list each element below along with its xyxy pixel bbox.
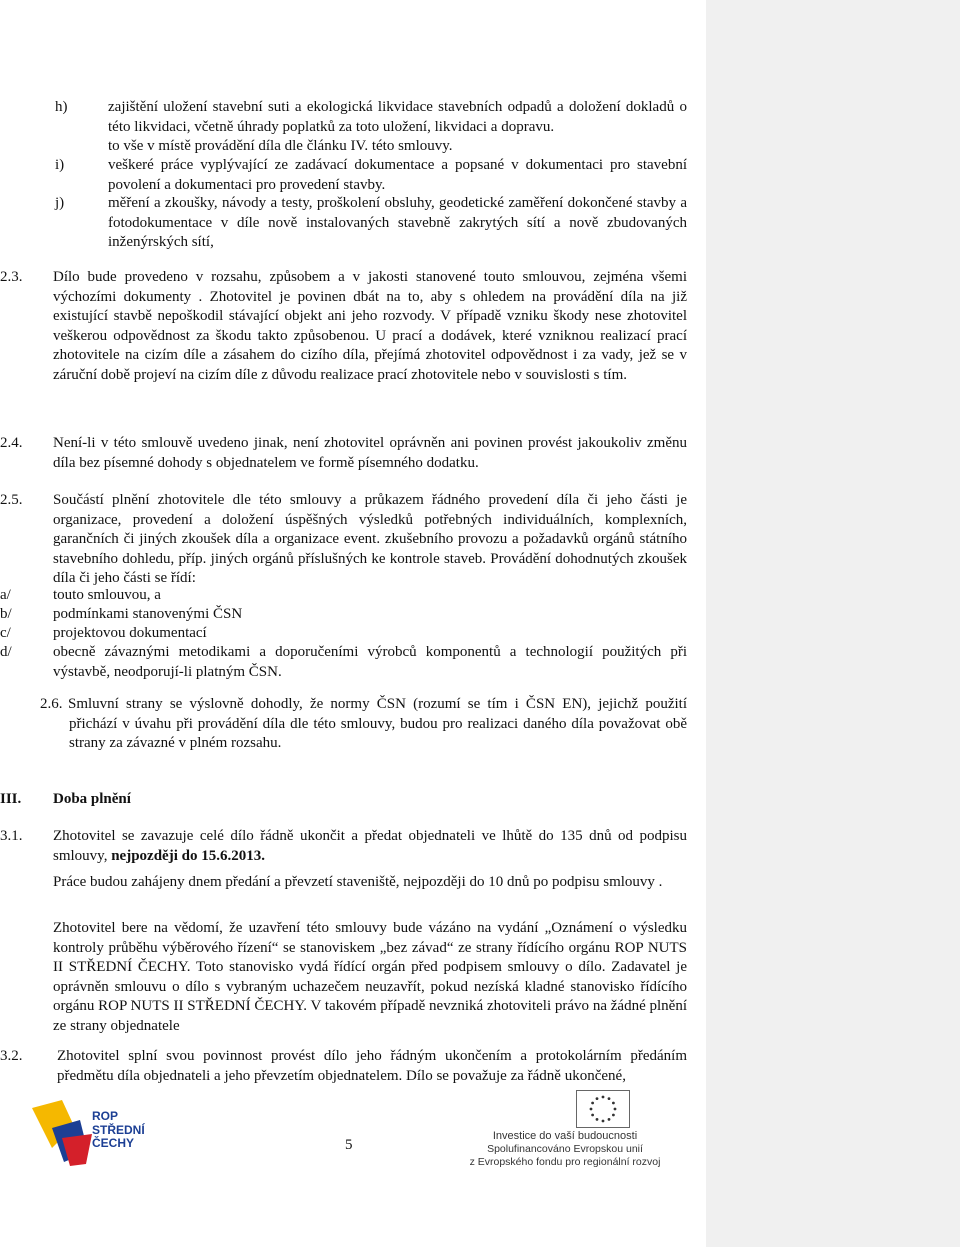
eu-caption-line-1: Investice do vaší budoucnosti (492, 1130, 638, 1142)
section-3-1-notice: Zhotovitel bere na vědomí, že uzavření této smlouvy bude vázáno na vydání „Oznámení o výsledku kontroly průběhu výběrového řízení“ se stanoviskem „bez závad“ ze strany řídícího orgánu ROP NUTS II STŘEDNÍ ČECHY. Toto stanovisko vydá řídící orgán před podpisem smlouvy o dílo. Zadavatel je oprávněn smlouvu o dílo s vybraným uchazečem neuzavřít, pokud nezíská kladné stanovisko řídícího orgánu ROP NUTS II STŘEDNÍ ČECHY. V takovém případě nevzniká zhotoviteli právo na žádné plnění ze strany objednatele (53, 920, 687, 1034)
list-item-c: projektovou dokumentací (53, 625, 207, 641)
section-2-3-text: Dílo bude provedeno v rozsahu, způsobem a v jakosti stanovené touto smlouvou, zejména všemi výchozími dokumenty . Zhotovitel je povinen dbát na to, aby s ohledem na provádění díla na již existující stavbě nepoškodil stávající objekt ani jeho rozvody. V případě vzniku škody nese zhotovitel veškerou odpovědnost za škodu takto způsobenou. U prací a dodávek, které vzniknou realizací prací zhotovitele na cizím díle a zásahem do cizího díla, přejímá zhotovitel odpovědnost i za vady, jež se v záruční době projeví na cizím díle z důvodu realizace prací zhotovitele nebo v souvislosti s tím. (53, 269, 687, 383)
section-2-6-text: Smluvní strany se výslovně dohodly, že normy ČSN (rozumí se tím i ČSN EN), jejichž použití přichází v úvahu při provádění díla dle této smlouvy, budou pro realizaci daného díla považovat obě strany za závazné v plném rozsahu. (68, 696, 687, 751)
rop-logo-red-shape (62, 1134, 92, 1166)
section-number-3-1: 3.1. (0, 828, 23, 844)
eu-flag-icon (576, 1090, 630, 1128)
eu-funding-caption (450, 1130, 680, 1169)
list-label-b: b/ (0, 606, 12, 622)
list-item-a: touto smlouvou, a (53, 587, 161, 603)
list-item-j: měření a zkoušky, návody a testy, proškolení obsluhy, geodetické zaměření dokončené stavby a fotodokumentace v díle nově instalovaných stavebně zakrytých sítí a nově zbudovaných inženýrských sítí, (108, 195, 687, 250)
list-label-j: j) (55, 195, 65, 211)
gray-margin-sidebar (706, 0, 960, 1247)
section-III-title: Doba plnění (53, 791, 131, 807)
section-number-3-2: 3.2. (0, 1048, 23, 1064)
eu-caption-line-2: Spolufinancováno Evropskou unií (487, 1143, 643, 1155)
section-2-5-text: Součástí plnění zhotovitele dle této smlouvy a průkazem řádného provedení díla či jeho části je organizace, provedení a doložení úspěšných výsledků potřebných individuálních, komplexních, garančních či jiných zkoušek díla a organizace event. zkušebního provozu a požadavků orgánů státního stavebního dohledu, příp. jiných orgánů příslušných ke kontrole staveb. Provádění dohodnutých zkoušek díla či jeho části se řídí: (53, 492, 687, 586)
list-label-h: h) (55, 99, 68, 115)
section-number-2-5: 2.5. (0, 492, 23, 508)
section-number-2-6: 2.6. (40, 696, 63, 712)
section-III-number: III. (0, 791, 22, 807)
section-3-1-start-of-work: Práce budou zahájeny dnem předání a převzetí staveniště, nejpozději do 10 dnů po podpisu smlouvy . (53, 874, 663, 890)
list-label-i: i) (55, 157, 65, 173)
section-2-4-text: Není-li v této smlouvě uvedeno jinak, není zhotovitel oprávněn ani povinen provést jakoukoliv změnu díla bez písemné dohody s objednatelem ve formě písemného dodatku. (53, 435, 687, 471)
rop-logo-text: ROP STŘEDNÍ ČECHY (92, 1109, 145, 1150)
list-label-d: d/ (0, 644, 12, 660)
section-3-1-first-paragraph (53, 827, 687, 866)
section-number-2-4: 2.4. (0, 435, 23, 451)
section-3-2-text: Zhotovitel splní svou povinnost provést dílo jeho řádným ukončením a protokolárním předáním předmětu díla objednateli a jeho převzetím objednatelem. Dílo se považuje za řádně ukončené, (57, 1048, 687, 1084)
eu-caption-line-3: z Evropského fondu pro regionální rozvoj (469, 1156, 661, 1168)
list-item-d: obecně závaznými metodikami a doporučeními výrobců komponentů a technologií použitých při výstavbě, neodporují-li platným ČSN. (53, 644, 687, 680)
section-3-1-text: Zhotovitel se zavazuje celé dílo řádně ukončit a předat objednateli ve lhůtě do 135 dnů od podpisu smlouvy, (53, 828, 687, 864)
deadline-date: nejpozději do 15.6.2013. (111, 847, 265, 864)
list-label-a: a/ (0, 587, 11, 603)
list-item-continuation: to vše v místě provádění díla dle článku IV. této smlouvy. (108, 138, 453, 154)
list-item-b: podmínkami stanovenými ČSN (53, 606, 243, 622)
list-label-c: c/ (0, 625, 11, 641)
list-item-h: zajištění uložení stavební suti a ekologická likvidace stavebních odpadů a doložení dokladů o této likvidaci, včetně úhrady poplatků za toto uložení, likvidaci a dopravu. (108, 99, 687, 135)
section-number-2-3: 2.3. (0, 269, 23, 285)
page-number: 5 (345, 1137, 353, 1153)
list-item-i: veškeré práce vyplývající ze zadávací dokumentace a popsané v dokumentaci pro stavební povolení a dokumentaci pro provedení stavby. (108, 157, 687, 193)
